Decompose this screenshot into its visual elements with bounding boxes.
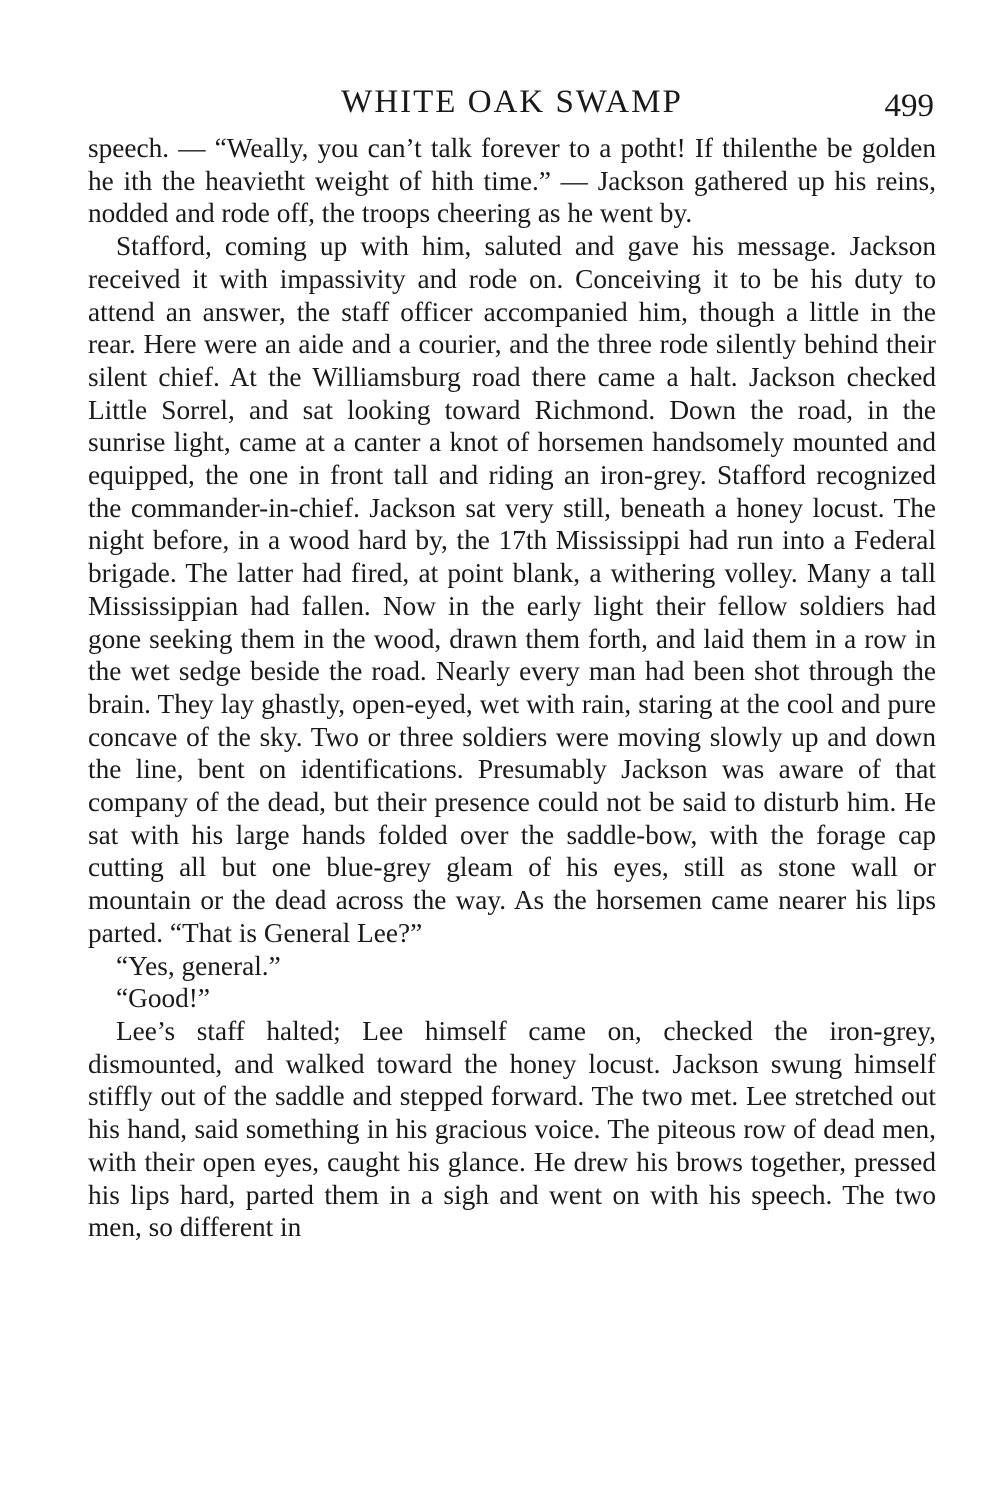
body-text <box>88 132 936 1244</box>
paragraph: speech. — “Weally, you can’t talk forever to a potht! If thilenthe be golden he ith the heavietht weight of hith time.” — Jackson gathered up his reins, nodded and rode off, the troops cheering as he went by. <box>88 133 936 229</box>
paragraph: “Good!” <box>116 983 210 1014</box>
running-title: WHITE OAK SWAMP <box>341 84 683 120</box>
page-header <box>88 82 936 132</box>
page-number: 499 <box>884 88 934 124</box>
paragraph: “Yes, general.” <box>116 950 281 981</box>
paragraph: Lee’s staff halted; Lee himself came on, checked the iron-grey, dismounted, and walked toward the honey locust. Jackson swung himself stiffly out of the saddle and stepped forward. The two met. Lee stretched out his hand, said something in his gracious voice. The piteous row of dead men, with their open eyes, caught his glance. He drew his brows together, pressed his lips hard, parted them in a sigh and went on with his speech. The two men, so different in <box>88 1015 936 1243</box>
book-page <box>88 82 936 1244</box>
paragraph: Stafford, coming up with him, saluted and gave his message. Jackson received it with impassivity and rode on. Conceiving it to be his duty to attend an answer, the staff officer accompanied him, though a little in the rear. Here were an aide and a courier, and the three rode silently behind their silent chief. At the Williamsburg road there came a halt. Jackson checked Little Sorrel, and sat looking toward Richmond. Down the road, in the sunrise light, came at a canter a knot of horsemen handsomely mounted and equipped, the one in front tall and riding an iron-grey. Stafford recognized the commander-in-chief. Jackson sat very still, beneath a honey locust. The night before, in a wood hard by, the 17th Mississippi had run into a Federal brigade. The latter had fired, at point blank, a withering volley. Many a tall Mississippian had fallen. Now in the early light their fellow soldiers had gone seeking them in the wood, drawn them forth, and laid them in a row in the wet sedge beside the road. Nearly every man had been shot through the brain. They lay ghastly, open-eyed, wet with rain, staring at the cool and pure concave of the sky. Two or three soldiers were moving slowly up and down the line, bent on identifications. Presumably Jackson was aware of that company of the dead, but their presence could not be said to disturb him. He sat with his large hands folded over the saddle-bow, with the forage cap cutting all but one blue-grey gleam of his eyes, still as stone wall or mountain or the dead across the way. As the horsemen came nearer his lips parted. “That is General Lee?” <box>88 231 936 948</box>
